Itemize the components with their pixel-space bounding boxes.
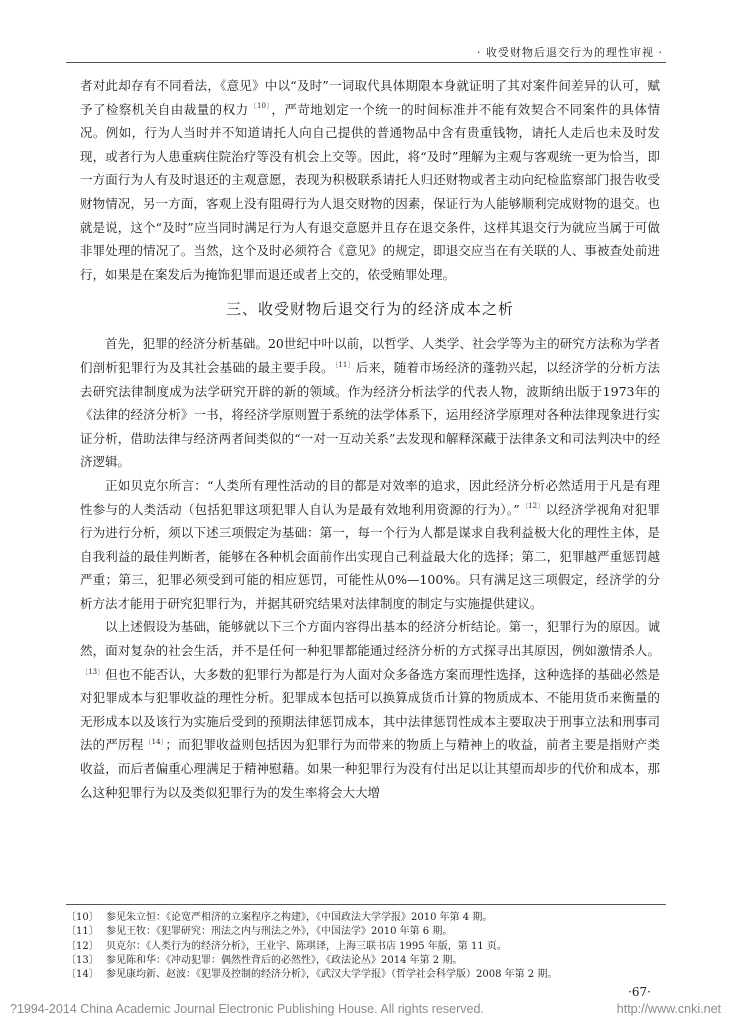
footnote-text: 参见王牧：《犯罪研究：刑法之内与刑法之外》，《中国法学》2010 年第 6 期。 — [106, 926, 453, 938]
footnote-ref[interactable]: 〔13〕 — [81, 667, 105, 676]
footnote-number: 〔10〕 — [66, 912, 99, 923]
paragraph — [80, 474, 660, 616]
running-header: · 收受财物后退交行为的理性审视 · — [477, 46, 663, 59]
text-run: 后来，随着市场经济的蓬勃兴起，以经济学的分析方法去研究法律制度成为法学研究开辟的新的领域。作为经济分析法学的代表人物，波斯纳出版于1973年的《法律的经济分析》一书，将经济学原则置于系统的法学体系下，运用经济学原理对各种法律现象进行实证分析，借助法律与经济两者间类似的“一对一互动关系”去发现和解释深藏于法律条文和司法判决中的经济逻辑。 — [80, 359, 660, 470]
footnote-ref[interactable]: 〔11〕 — [334, 360, 355, 369]
footnote-ref[interactable]: 〔14〕 — [144, 738, 165, 747]
cnki-link[interactable]: http://www.cnki.net — [616, 1002, 721, 1016]
footnote-item — [66, 911, 666, 925]
paragraph — [80, 74, 660, 286]
footnote-item — [66, 940, 666, 954]
section-heading: 三、收受财物后退交行为的经济成本之析 — [225, 300, 514, 319]
header-rule — [66, 62, 666, 63]
footnote-number: 〔14〕 — [66, 969, 99, 981]
text-run: 首先，犯罪的经济分析基础。20世纪中叶以前，以哲学、人类学、社会学等为主的研究方法称为学者们剖析犯罪行为及其社会基础的最主要手段。 — [80, 336, 660, 375]
footnote-number: 〔12〕 — [66, 940, 99, 952]
footnotes — [66, 911, 666, 982]
text-run: 以经济学视角对犯罪行为进行分析，须以下述三项假定为基础：第一，每一个行为人都是谋求自我利益极大化的理性主体，是自我利益的最佳判断者，能够在各种机会面前作出实现自己利益最大化的选择；第二，犯罪越严重惩罚越严重；第三，犯罪必须受到可能的相应惩罚，可能性从0%—100%。只有满足这三项假定，经济学的分析方法才能用于研究犯罪行为，并据其研究结果对法律制度的制定与实施提供建议。 — [80, 501, 660, 611]
footnote-text: 参见康均新、赵波：《犯罪及控制的经济分析》，《武汉大学学报》（哲学社会科学版）2008 年第 2 期。 — [106, 969, 558, 981]
text-run: ；而犯罪收益则包括因为犯罪行为而带来的物质上与精神上的收益，前者主要是指财产类收益，而后者偏重心理满足于精神慰藉。如果一种犯罪行为没有付出足以让其望而却步的代价和成本，那么这种犯罪行为以及类似犯罪行为的发生率将会大大增 — [80, 737, 660, 800]
text-run: 者对此却存有不同看法，《意见》中以“及时”一词取代具体期限本身就证明了其对案件间差异的认可，赋予了检察机关自由裁量的权力 — [80, 78, 660, 117]
paragraph — [80, 332, 660, 474]
paragraph — [80, 615, 660, 804]
text-run: 以上述假设为基础，能够就以下三个方面内容得出基本的经济分析结论。第一，犯罪行为的原因。诚然，面对复杂的社会生活，并不是任何一种犯罪都能通过经济分析的方式探寻出其原因，例如激情杀人。 — [80, 619, 660, 659]
copyright-footer — [10, 1002, 721, 1016]
footnote-number: 〔11〕 — [66, 926, 99, 938]
copyright-notice: ?1994-2014 China Academic Journal Electronic Publishing House. All rights reserved. — [10, 1002, 484, 1016]
footnote-text: 贝克尔：《人类行为的经济分析》，王业宇、陈琪译，上海三联书店 1995 年版，第 11 页。 — [106, 940, 507, 952]
text-run: ，严苛地划定一个统一的时间标准并不能有效契合不同案件的具体情况。例如，行为人当时并不知道请托人向自己提供的普通物品中含有贵重钱物，请托人走后也未及时发现，或者行为人患重病住院治疗等没有机会上交等。因此，将“及时”理解为主观与客观统一更为恰当，即一方面行为人有及时退还的主观意愿，表现为积极联系请托人归还财物或者主动向纪检监察部门报告收受财物情况，另一方面，客观上没有阻碍行为人退交财物的因素，保证行为人能够顺利完成财物的退交。也就是说，这个“及时”应当同时满足行为人有退交意愿并且存在退交条件，这样其退交行为就应当属于可做非罪处理的情况了。当然，这个及时必须符合《意见》的规定，即退交应当在有关联的人、事被查处前进行，如果是在案发后为掩饰犯罪而退还或者上交的，依受贿罪处理。 — [80, 101, 660, 282]
footnote-ref[interactable]: 〔12〕 — [520, 502, 545, 511]
footnote-rule — [66, 904, 666, 905]
footnote-number: 〔13〕 — [66, 954, 99, 966]
footnote-ref[interactable]: 〔10〕 — [249, 102, 271, 111]
text-run: 但也不能否认，大多数的犯罪行为都是行为人面对众多备选方案而理性选择，这种选择的基础必然是对犯罪成本与犯罪收益的理性分析。犯罪成本包括可以换算成货币计算的物质成本、不能用货币来衡量的无形成本以及该行为实施后受到的预期法律惩罚成本，其中法律惩罚性成本主要取决于刑事立法和刑事司法的严厉程 — [80, 666, 660, 753]
footnote-item — [66, 925, 666, 939]
footnote-item — [66, 968, 666, 982]
footnote-item — [66, 954, 666, 968]
footnote-text: 参见陈和华：《冲动犯罪：偶然性背后的必然性》，《政法论丛》2014 年第 2 期。 — [106, 954, 463, 966]
footnote-text: 参见朱立恒：《论宽严相济的立案程序之构建》，《中国政法大学学报》2010 年第 4 期。 — [106, 912, 493, 923]
text-run: 正如贝克尔所言：“人类所有理性活动的目的都是对效率的追求，因此经济分析必然适用于凡是有理性参与的人类活动（包括犯罪这项犯罪人自认为是最有效地利用资源的行为）。” — [80, 477, 660, 517]
page-number: ·67· — [628, 985, 651, 999]
article-body — [80, 74, 660, 804]
